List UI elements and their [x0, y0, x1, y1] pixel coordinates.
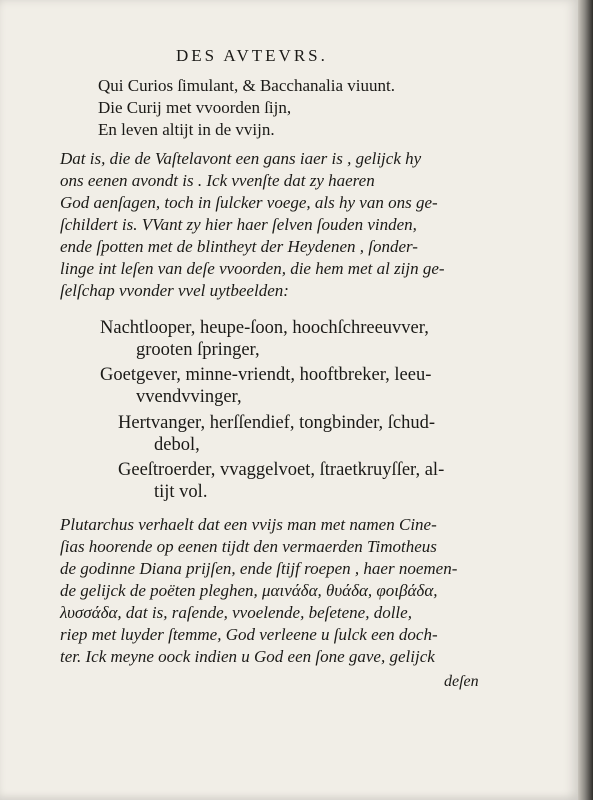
list-line-1: Nachtlooper, heupe-ſoon, hoochſchreeuvver, [100, 318, 429, 338]
list-line-3: Goetgever, minne-vriendt, hooftbreker, leeu- [100, 365, 432, 385]
catchword: deſen [444, 673, 479, 690]
list-line-4: vvendvvinger, [136, 387, 242, 407]
paragraph2-line-1: Plutarchus verhaelt dat een vvijs man met namen Cine- [60, 515, 437, 534]
paragraph1-line-3: God aenſagen, toch in ſulcker voege, als hy van ons ge- [60, 193, 438, 212]
list-line-8: tijt vol. [154, 482, 208, 502]
paragraph2-line-6: riep met luyder ſtemme, God verleene u ſulck een doch- [60, 625, 438, 644]
list-line-2: grooten ſpringer, [136, 340, 260, 360]
list-line-7: Geeſtroerder, vvaggelvoet, ſtraetkruyſſer, al- [118, 460, 445, 480]
verse-line-3: En leven altijt in de vvijn. [98, 120, 275, 139]
verse-line-2: Die Curij met vvoorden ſijn, [98, 98, 292, 117]
verse-line-1: Qui Curios ſimulant, & Bacchanalia viuunt. [98, 76, 395, 95]
list-line-6: debol, [154, 435, 200, 455]
running-header: DES AVTEVRS. [176, 46, 328, 65]
paragraph2-line-5: λυσσάδα, dat is, raſende, vvoelende, beſetene, dolle, [60, 603, 412, 622]
paragraph1-line-2: ons eenen avondt is . Ick vvenſte dat zy haeren [60, 171, 375, 190]
paragraph2-line-7: ter. Ick meyne oock indien u God een ſone gave, gelijck [60, 647, 435, 666]
paragraph1-line-7: ſelſchap vvonder vvel uytbeelden: [60, 281, 289, 300]
paragraph1-line-5: ende ſpotten met de blintheyt der Heydenen , ſonder- [60, 237, 418, 256]
paragraph2-line-4: de gelijck de poëten pleghen, μαινάδα, θυάδα, φοιβάδα, [60, 581, 438, 600]
paragraph2-line-3: de godinne Diana prijſen, ende ſtijf roepen , haer noemen- [60, 559, 458, 578]
paragraph2-line-2: ſias hoorende op eenen tijdt den vermaerden Timotheus [60, 537, 437, 556]
paragraph1-line-4: ſchildert is. VVant zy hier haer ſelven ſouden vinden, [60, 215, 417, 234]
paragraph1-line-6: linge int leſen van deſe vvoorden, die hem met al zijn ge- [60, 259, 445, 278]
list-line-5: Hertvanger, herſſendief, tongbinder, ſchud- [118, 413, 436, 433]
paragraph1-line-1: Dat is, die de Vaſtelavont een gans iaer is , gelijck hy [60, 149, 422, 168]
page-edge-shadow [578, 0, 593, 800]
